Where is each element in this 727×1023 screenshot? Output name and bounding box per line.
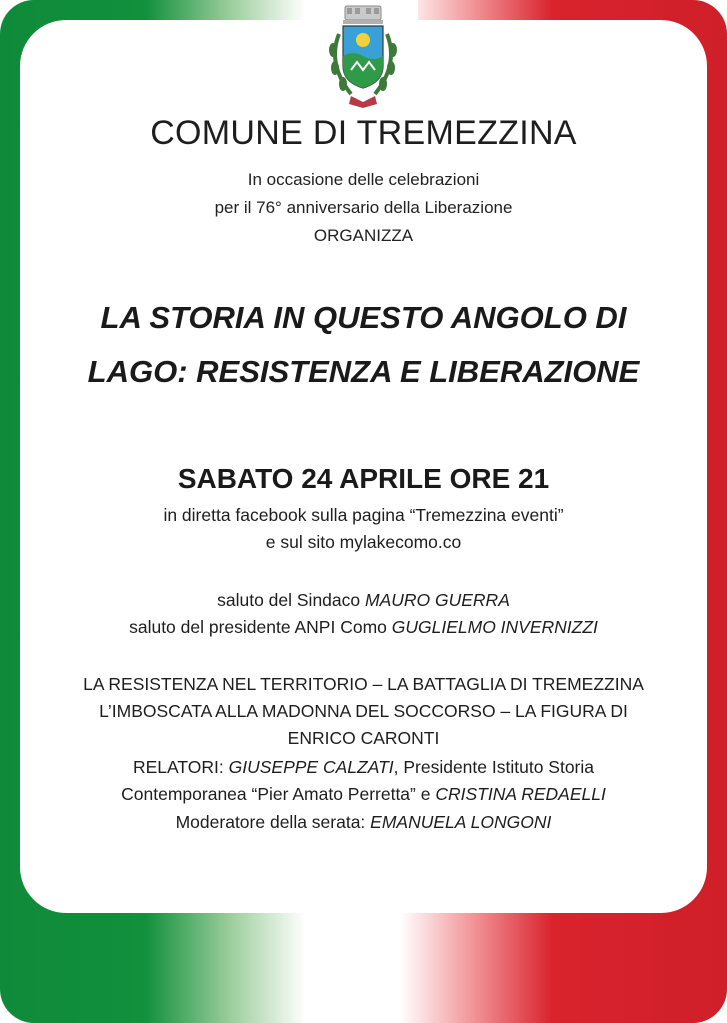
crest-icon bbox=[321, 4, 405, 112]
intro-line-3: ORGANIZZA bbox=[313, 226, 414, 245]
greeting-mayor bbox=[20, 590, 707, 611]
speaker-2-name: CRISTINA REDAELLI bbox=[435, 784, 606, 804]
greeting-anpi bbox=[20, 617, 707, 638]
moderator-name: EMANUELA LONGONI bbox=[370, 812, 552, 832]
speaker-1-name: GIUSEPPE CALZATI bbox=[228, 757, 394, 777]
moderator-line bbox=[20, 812, 707, 833]
greeting-anpi-prefix: saluto del presidente ANPI Como bbox=[129, 617, 392, 637]
event-date-time: SABATO 24 APRILE ORE 21 bbox=[177, 463, 550, 494]
speakers-line bbox=[20, 757, 707, 778]
speaker-1-role: , Presidente Istituto Storia bbox=[393, 757, 595, 777]
event-title-line-2: LAGO: RESISTENZA E LIBERAZIONE bbox=[87, 354, 640, 389]
speakers-prefix: RELATORI: bbox=[132, 757, 229, 777]
intro-line-1: In occasione delle celebrazioni bbox=[247, 170, 480, 189]
topic-line-1: LA RESISTENZA NEL TERRITORIO – LA BATTAGLIA DI TREMEZZINA bbox=[83, 674, 644, 694]
anpi-president-name: GUGLIELMO INVERNIZZI bbox=[391, 617, 598, 637]
event-title-line-1: LA STORIA IN QUESTO ANGOLO DI bbox=[100, 300, 627, 335]
speaker-1-role-cont: Contemporanea “Pier Amato Perretta” e bbox=[121, 784, 436, 804]
topic-line-2: L’IMBOSCATA ALLA MADONNA DEL SOCCORSO – LA FIGURA DI bbox=[99, 701, 628, 721]
mayor-name: MAURO GUERRA bbox=[365, 590, 510, 610]
greeting-mayor-prefix: saluto del Sindaco bbox=[217, 590, 365, 610]
moderator-prefix: Moderatore della serata: bbox=[175, 812, 371, 832]
topic-line-3: ENRICO CARONTI bbox=[287, 728, 440, 748]
speakers-line-2 bbox=[20, 784, 707, 805]
intro-line-2: per il 76° anniversario della Liberazione bbox=[214, 198, 513, 217]
stream-line-1: in diretta facebook sulla pagina “Tremezzina eventi” bbox=[163, 505, 564, 525]
organizer-title: COMUNE DI TREMEZZINA bbox=[150, 114, 577, 152]
stream-line-2: e sul sito mylakecomo.co bbox=[265, 532, 462, 552]
